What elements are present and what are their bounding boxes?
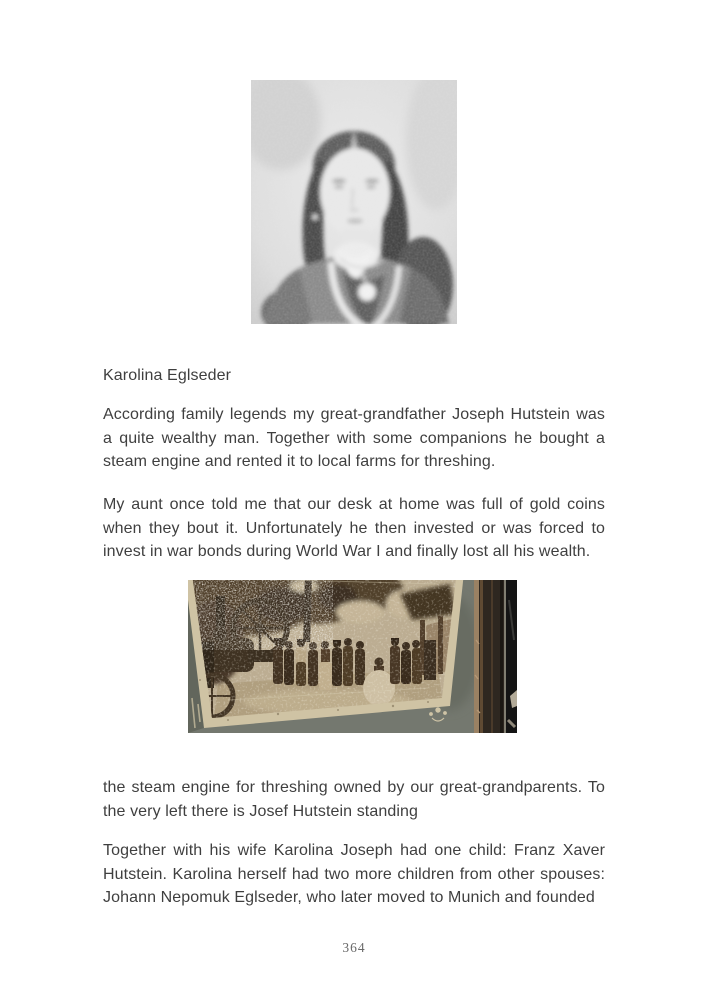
page-number: 364 — [342, 940, 366, 955]
text-line: the steam engine for threshing owned by our great-grandparents. To — [103, 779, 605, 796]
steam-engine-photo-art — [188, 580, 517, 733]
text-line: According family legends my great-grandfather Joseph Hutstein was — [103, 406, 605, 423]
text-line: Hutstein. Karolina herself had two more children from other spouses: — [103, 865, 605, 883]
portrait-photo — [251, 80, 457, 324]
text-line: Together with his wife Karolina Joseph had one child: Franz Xaver — [103, 842, 605, 859]
paragraph-family-legend — [103, 403, 605, 474]
steam-engine-photo — [188, 580, 517, 733]
text-line: when they bout it. Unfortunately he then invested or was forced to — [103, 519, 605, 537]
paragraph-gold-coins — [103, 493, 605, 564]
paragraph-children — [103, 839, 605, 910]
photo-caption-name — [103, 364, 605, 388]
text-line: My aunt once told me that our desk at home was full of gold coins — [103, 496, 605, 513]
text-line: a quite wealthy man. Together with some companions he bought a — [103, 429, 605, 447]
caption-name-text: Karolina Eglseder — [103, 367, 231, 384]
text-line: the very left there is Josef Hutstein standing — [103, 802, 418, 820]
portrait-photo-art — [251, 80, 457, 324]
text-line: Johann Nepomuk Eglseder, who later moved to Munich and founded — [103, 889, 595, 906]
text-line: invest in war bonds during World War I and finally lost all his wealth. — [103, 543, 591, 560]
paragraph-photo-caption — [103, 776, 605, 823]
text-line: steam engine and rented it to local farms for threshing. — [103, 453, 496, 470]
